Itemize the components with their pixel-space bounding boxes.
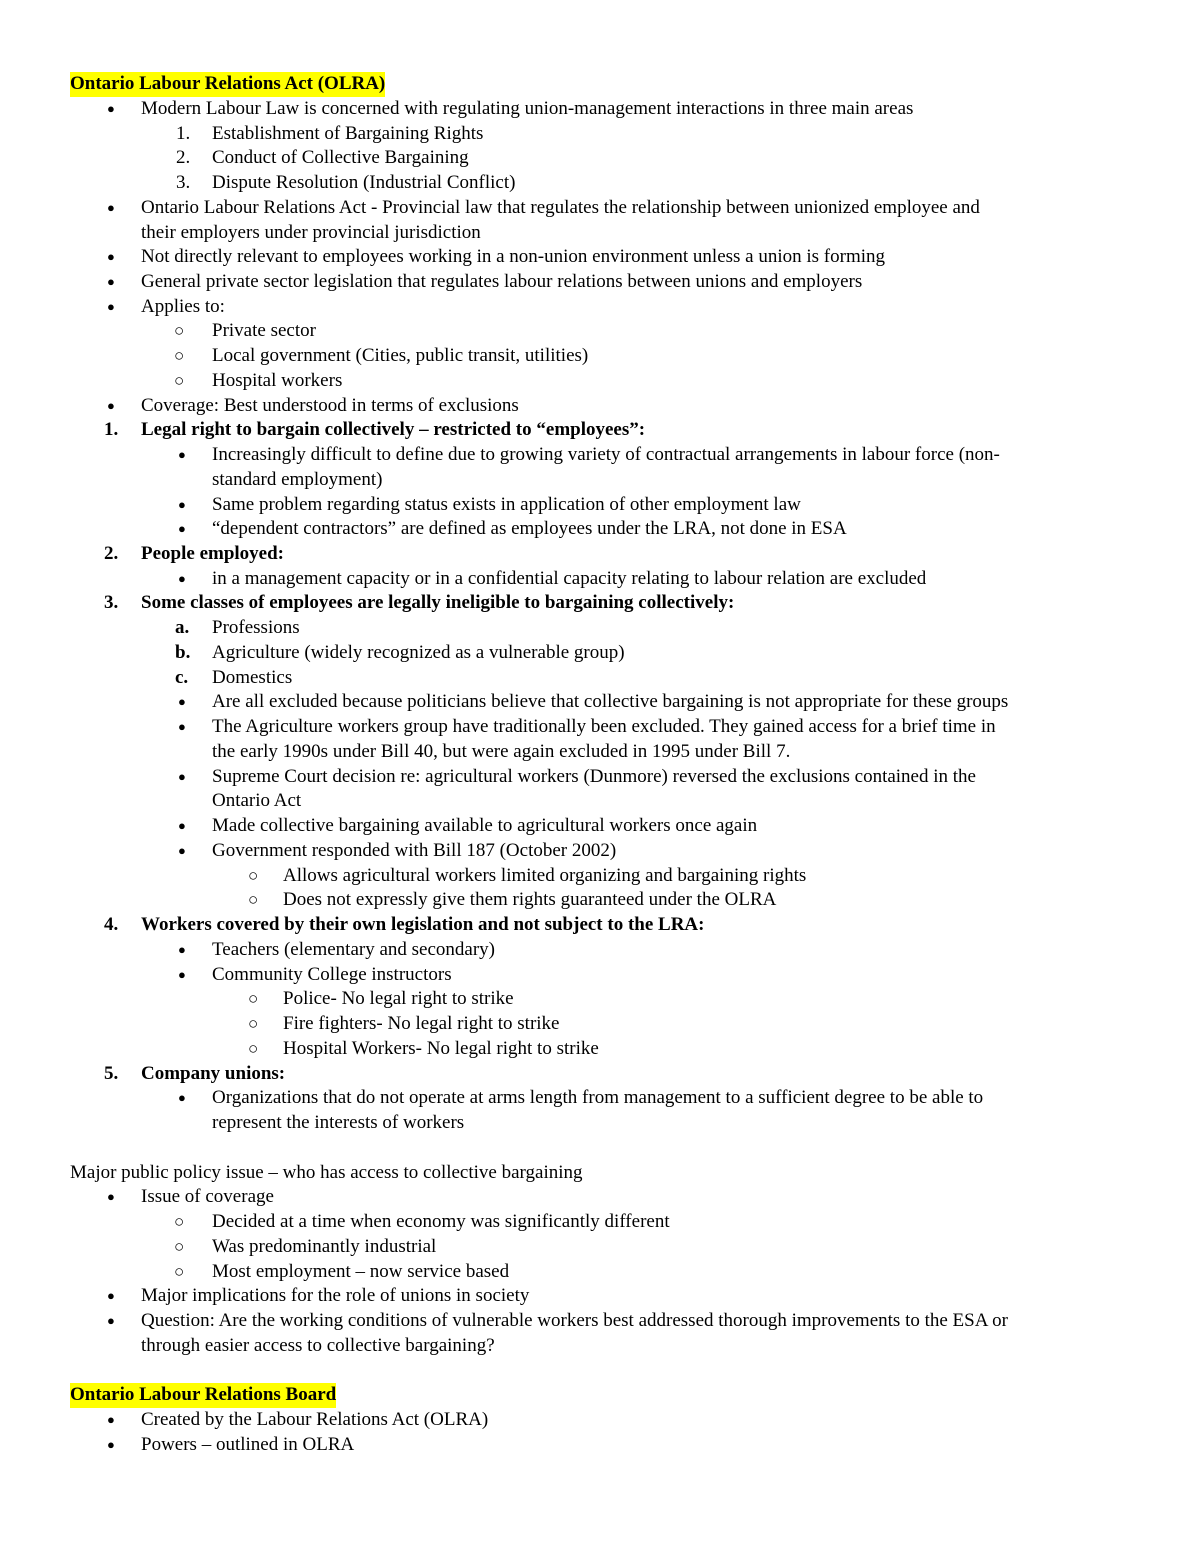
bullet-icon: ● (107, 101, 115, 116)
circle-bullet-icon: ○ (174, 321, 185, 340)
bullet-icon: ● (107, 1437, 115, 1452)
bullet-icon: ● (107, 1313, 115, 1328)
bullet-icon: ● (107, 249, 115, 264)
circle-bullet-icon: ○ (174, 1212, 185, 1231)
bullet-icon: ● (178, 694, 186, 709)
bullet-icon: ● (178, 843, 186, 858)
bullet-icon: ● (178, 719, 186, 734)
circle-bullet-icon: ○ (248, 1039, 259, 1058)
bullet-icon: ● (178, 571, 186, 586)
bullet-icon: ● (178, 769, 186, 784)
circle-bullet-icon: ○ (248, 890, 259, 909)
bullet-icon: ● (178, 818, 186, 833)
heading-text: Ontario Labour Relations Board (70, 1383, 336, 1408)
bullet-icon: ● (178, 521, 186, 536)
bullet-icon: ● (178, 942, 186, 957)
bullet-icon: ● (107, 200, 115, 215)
circle-bullet-icon: ○ (248, 1014, 259, 1033)
circle-bullet-icon: ○ (174, 1237, 185, 1256)
bullet-icon: ● (107, 1189, 115, 1204)
bullet-icon: ● (107, 274, 115, 289)
heading-text: Ontario Labour Relations Act (OLRA) (70, 72, 385, 97)
bullet-icon: ● (178, 497, 186, 512)
bullet-icon: ● (107, 1288, 115, 1303)
document-page: Ontario Labour Relations Act (OLRA) ● Modern Labour Law is concerned with regulating union-management interactions in three main areas 1. Establishment of Bargaining Rights 2. Conduct of Collective Bargaining 3. Dispute Resolution (Industrial Conflict) ● Ontario Labour Relations Act - Provincial law that regulates the relationship between unionized employee and their employers under provincial jurisdiction ● Not directly relevant to employees working in a non-union environment unless a union is forming ● General private sector legislation that regulates labour relations between unions and employers ● Applies to: ○ Private sector ○ Local government (Cities, public transit, utilities) ○ Hospital workers ● Coverage: Best understood in terms of exclusions 1. Legal right to bargain collectively – restricted to “employees”: ● Increasingly difficult to define due to growing variety of contractual arrangements in labour force (non- standard employment) ● Same problem regarding status exists in application of other employment law ● “dependent contractors” are defined as employees under the LRA, not done in ESA 2. People employed: ● in a management capacity or in a confidential capacity relating to labour relation are excluded 3. Some classes of employees are legally ineligible to bargaining collectively: a. Professions b. Agriculture (widely recognized as a vulnerable group) c. Domestics ● Are all excluded because politicians believe that collective bargaining is not appropriate for these groups ● The Agriculture workers group have traditionally been excluded. They gained access for a brief time in the early 1990s under Bill 40, but were again excluded in 1995 under Bill 7. ● Supreme Court decision re: agricultural workers (Dunmore) reversed the exclusions contained in the Ontario Act ● Made collective bargaining available to agricultural workers once again ● Government responded with Bill 187 (October 2002) ○ Allows agricultural workers limited organizing and bargaining rights ○ Does not expressly give them rights guaranteed under the OLRA 4. Workers covered by their own legislation and not subject to the LRA: ● Teachers (elementary and secondary) ● Community College instructors ○ Police- No legal right to strike ○ Fire fighters- No legal right to strike ○ Hospital Workers- No legal right to strike 5. Company unions: ● Organizations that do not operate at arms length from management to a sufficient degree to be able to represent the interests of workers Major public policy issue – who has access to collective bargaining ● Issue of coverage ○ Decided at a time when economy was significantly different ○ Was predominantly industrial ○ Most employment – now service based ● Major implications for the role of unions in society ● Question: Are the working conditions of vulnerable workers best addressed thorough improvements to the ESA or through easier access to collective bargaining? Ontario Labour Relations Board ● Created by the Labour Relations Act (OLRA) ● Powers – outlined in OLRA (0, 0, 1200, 1553)
circle-bullet-icon: ○ (248, 866, 259, 885)
bullet-icon: ● (178, 447, 186, 462)
bullet-icon: ● (178, 967, 186, 982)
circle-bullet-icon: ○ (174, 346, 185, 365)
circle-bullet-icon: ○ (174, 371, 185, 390)
bullet-icon: ● (178, 1090, 186, 1105)
circle-bullet-icon: ○ (248, 989, 259, 1008)
bullet-icon: ● (107, 398, 115, 413)
circle-bullet-icon: ○ (174, 1262, 185, 1281)
bullet-icon: ● (107, 1412, 115, 1427)
bullet-icon: ● (107, 299, 115, 314)
